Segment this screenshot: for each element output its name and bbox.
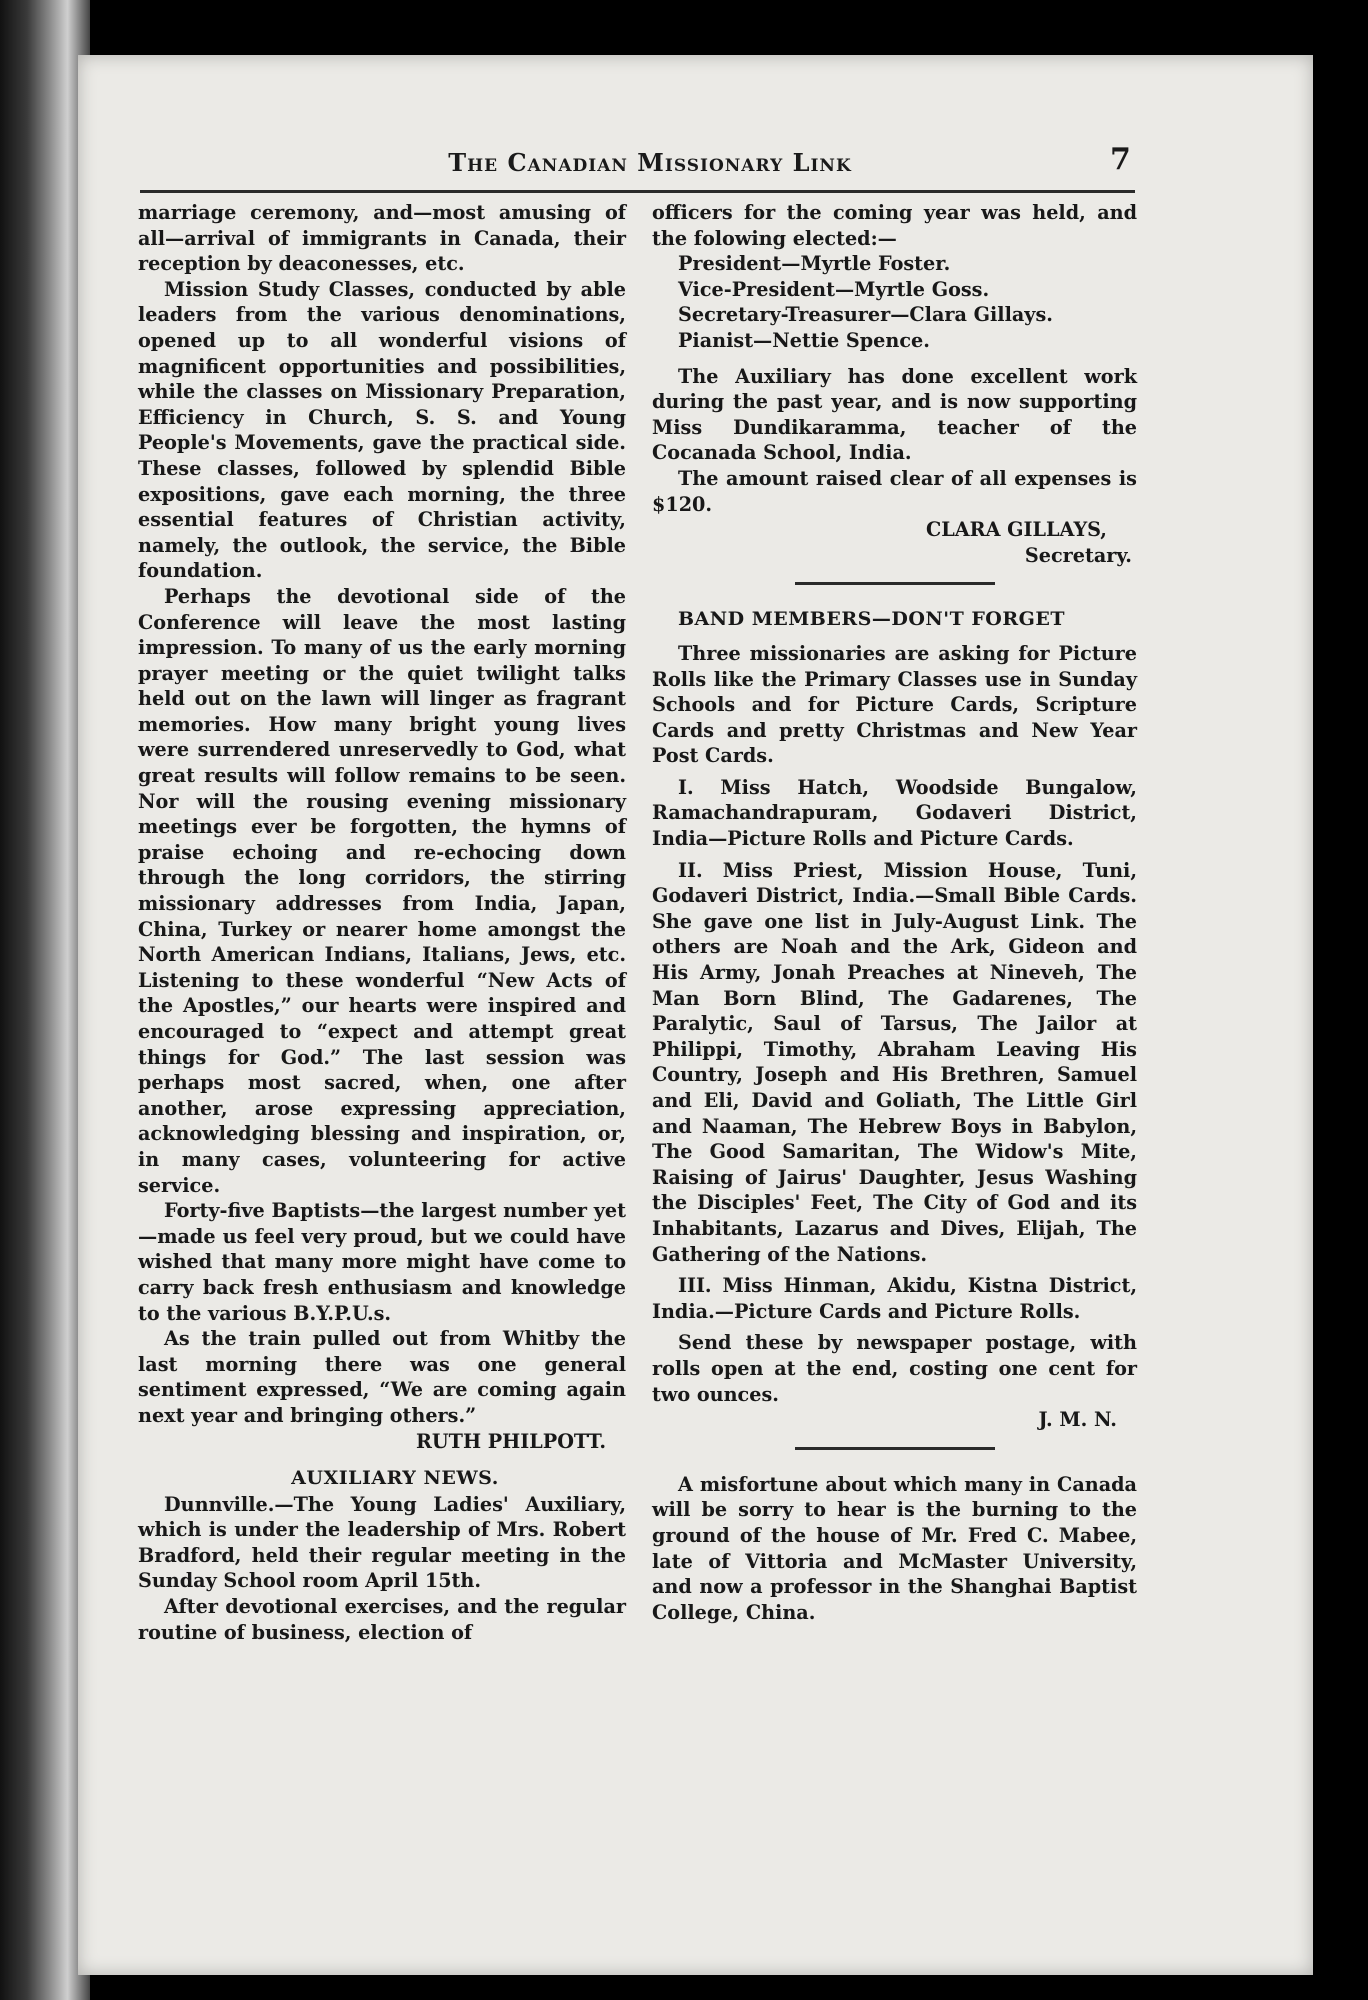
postage-paragraph: Send these by newspaper postage, with rolls open at the end, costing one cent for two ounces. <box>652 1331 1137 1406</box>
band-item-2-text: II. Miss Priest, Mission House, Tuni, Godaveri District, India.— <box>652 858 1137 908</box>
section-divider-rule-2 <box>795 1447 995 1450</box>
band-text-1: Three missionaries are asking for <box>678 641 1059 665</box>
band-item-1-bold: Picture Rolls and Picture Cards. <box>727 827 1074 851</box>
band-item-3-text: III. Miss Hinman, Akidu, Kistna District, India.— <box>652 1274 1137 1323</box>
left-paragraph-5: As the train pulled out from Whitby the last morning there was one general sentiment expressed, “We are coming again next year and bringing others.” <box>138 1327 626 1427</box>
band-text-3: and pretty <box>714 718 857 742</box>
left-paragraph-1: marriage ceremony, and—most amusing of all—arrival of immigrants in Canada, their reception by deaconesses, etc. <box>138 201 626 276</box>
band-item-3-bold: Picture Cards and Picture Rolls. <box>733 1299 1081 1323</box>
officer-secretary-treasurer: Secretary-Treasurer—Clara Gillays. <box>678 303 1053 327</box>
right-paragraph-1: officers for the coming year was held, and the folowing elected:— <box>652 201 1137 250</box>
secretary-signature-title: Secretary. <box>1024 543 1132 567</box>
band-text-2: like the Primary Classes use in Sunday Schools and for <box>652 667 1137 717</box>
auxiliary-place-lead: Dunnville. <box>164 1492 275 1516</box>
officer-pianist: Pianist—Nettie Spence. <box>678 328 930 352</box>
band-bold-picture-cards: Picture Cards, Scripture Cards <box>652 693 1137 742</box>
right-paragraph-3: The amount raised clear of all expenses is $120. <box>652 466 1137 516</box>
right-column <box>652 200 1137 1625</box>
band-item-2 <box>652 858 1137 1268</box>
left-paragraph-3: Perhaps the devotional side of the Conference will leave the most lasting impression. To many of us the early morning prayer meeting or the quiet twilight talks held out on the lawn will linger as fragrant memories. How many bright young lives were surrendered unreservedly to God, what great results will follow remains to be seen. Nor will the rousing evening missionary meetings ever be forgotten, the hymns of praise echoing and re-echocing down through the long corridors, the stirring missionary addresses from India, Japan, China, Turkey or nearer home amongst the North American Indians, Italians, Jews, etc. Listening to these wonderful “New Acts of the Apostles,” our hearts were inspired and encouraged to “expect and attempt great things for God.” The last session was perhaps most sacred, when, one after another, arose expressing appreciation, acknowledging blessing and inspiration, or, in many cases, volunteering for active service. <box>138 584 626 1197</box>
page-number: 7 <box>1110 142 1131 177</box>
band-item-2-list: She gave one list in July-August Link. The others are Noah and the Ark, Gideon and His Army, Jonah Preaches at Nineveh, The Man Born Blind, The Gadarenes, The Paralytic, Saul of Tarsus, The Jailor at Philippi, Timothy, Abraham Leaving His Country, Joseph and His Brethren, Samuel and Eli, David and Goliath, The Little Girl and Naaman, The Hebrew Boys in Babylon, The Good Samaritan, The Widow's Mite, Raising of Jairus' Daughter, Jesus Washing the Disciples' Feet, The City of God and its Inhabitants, Lazarus and Dives, Elijah, The Gathering of the Nations. <box>652 909 1137 1266</box>
auxiliary-news-heading: AUXILIARY NEWS. <box>291 1467 499 1490</box>
officers-list <box>652 251 1137 353</box>
left-column <box>138 200 626 1645</box>
header-rule <box>140 190 1135 193</box>
right-paragraph-2: The Auxiliary has done excellent work during the past year, and is now supporting Miss Dundikaramma, teacher of the Cocanada School, India. <box>652 364 1137 465</box>
band-item-1-text: I. Miss Hatch, Woodside Bungalow, Ramachandrapuram, Godaveri District, India— <box>652 775 1137 851</box>
left-paragraph-4: Forty-five Baptists—the largest number yet—made us feel very proud, but we could have wished that many more might have come to carry back fresh enthusiasm and knowledge to the various B.Y.P.U.s. <box>138 1199 626 1325</box>
auxiliary-paragraph-1 <box>138 1492 626 1594</box>
band-members-heading: BAND MEMBERS—DON'T FORGET <box>678 608 1065 631</box>
secretary-signature-name: CLARA GILLAYS, <box>926 518 1107 542</box>
left-paragraph-2: Mission Study Classes, conducted by able leaders from the various denominations, opened up to all wonderful visions of magnificent opportunities and possibilities, while the classes on Missionary Preparation, Efficiency in Church, S. S. and Young People's Movements, gave the practical side. These classes, followed by splendid Bible expositions, gave each morning, the three essential features of Christian activity, namely, the outlook, the service, the Bible foundation. <box>138 277 626 583</box>
band-item-3 <box>652 1273 1137 1324</box>
auxiliary-paragraph-2: After devotional exercises, and the regular routine of business, election of <box>138 1595 626 1644</box>
initials-signature: J. M. N. <box>1038 1408 1117 1432</box>
band-paragraph <box>652 641 1137 769</box>
auxiliary-paragraph-1-text: —The Young Ladies' Auxiliary, which is under the leadership of Mrs. Robert Bradford, held their regular meeting in the Sunday School room April 15th. <box>138 1492 626 1593</box>
band-item-1 <box>652 775 1137 852</box>
section-divider-rule <box>795 582 995 585</box>
officer-vice-president: Vice-President—Myrtle Goss. <box>678 277 990 301</box>
officer-president: President—Myrtle Foster. <box>678 252 951 276</box>
band-bold-picture-rolls: Picture Rolls <box>652 641 1137 691</box>
article-signature: RUTH PHILPOTT. <box>415 1429 606 1453</box>
running-title: The Canadian Missionary Link <box>448 148 852 177</box>
band-item-2-bold: Small Bible Cards. <box>934 884 1137 908</box>
book-binding-edge <box>0 0 90 2000</box>
misfortune-paragraph: A misfortune about which many in Canada will be sorry to hear is the burning to the ground of the house of Mr. Fred C. Mabee, late of Vittoria and McMaster University, and now a professor in the Shanghai Baptist College, China. <box>652 1472 1137 1624</box>
band-bold-christmas-cards: Christmas and New Year Post Cards. <box>652 718 1138 768</box>
